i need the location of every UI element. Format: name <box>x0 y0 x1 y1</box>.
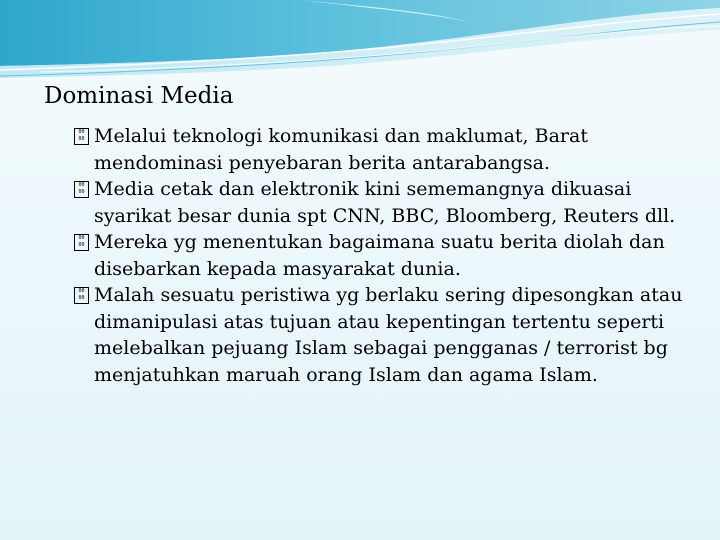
bullet-text: Malah sesuatu peristiwa yg berlaku sering dipesongkan atau dimanipulasi atas tujuan atau kepentingan tertentu seperti melebalkan pejuang Islam sebagai pengganas / terrorist bg menjatuhkan maruah orang Islam dan agama Islam. <box>94 284 683 386</box>
missing-glyph-icon: 00 00 <box>74 287 89 304</box>
bullet-item <box>74 123 704 176</box>
slide-title: Dominasi Media <box>44 83 234 109</box>
missing-glyph-icon: 00 00 <box>74 128 89 145</box>
header-wave-decoration <box>0 0 720 90</box>
bullet-item <box>74 229 704 282</box>
missing-glyph-icon: 00 00 <box>74 181 89 198</box>
bullet-text: Mereka yg menentukan bagaimana suatu berita diolah dan disebarkan kepada masyarakat dunia. <box>94 231 665 280</box>
bullet-list <box>74 123 704 388</box>
missing-glyph-icon: 00 00 <box>74 234 89 251</box>
bullet-text: Melalui teknologi komunikasi dan maklumat, Barat mendominasi penyebaran berita antarabangsa. <box>94 125 588 174</box>
bullet-item <box>74 282 704 388</box>
bullet-item <box>74 176 704 229</box>
bullet-text: Media cetak dan elektronik kini sememangnya dikuasai syarikat besar dunia spt CNN, BBC, Bloomberg, Reuters dll. <box>94 178 676 227</box>
